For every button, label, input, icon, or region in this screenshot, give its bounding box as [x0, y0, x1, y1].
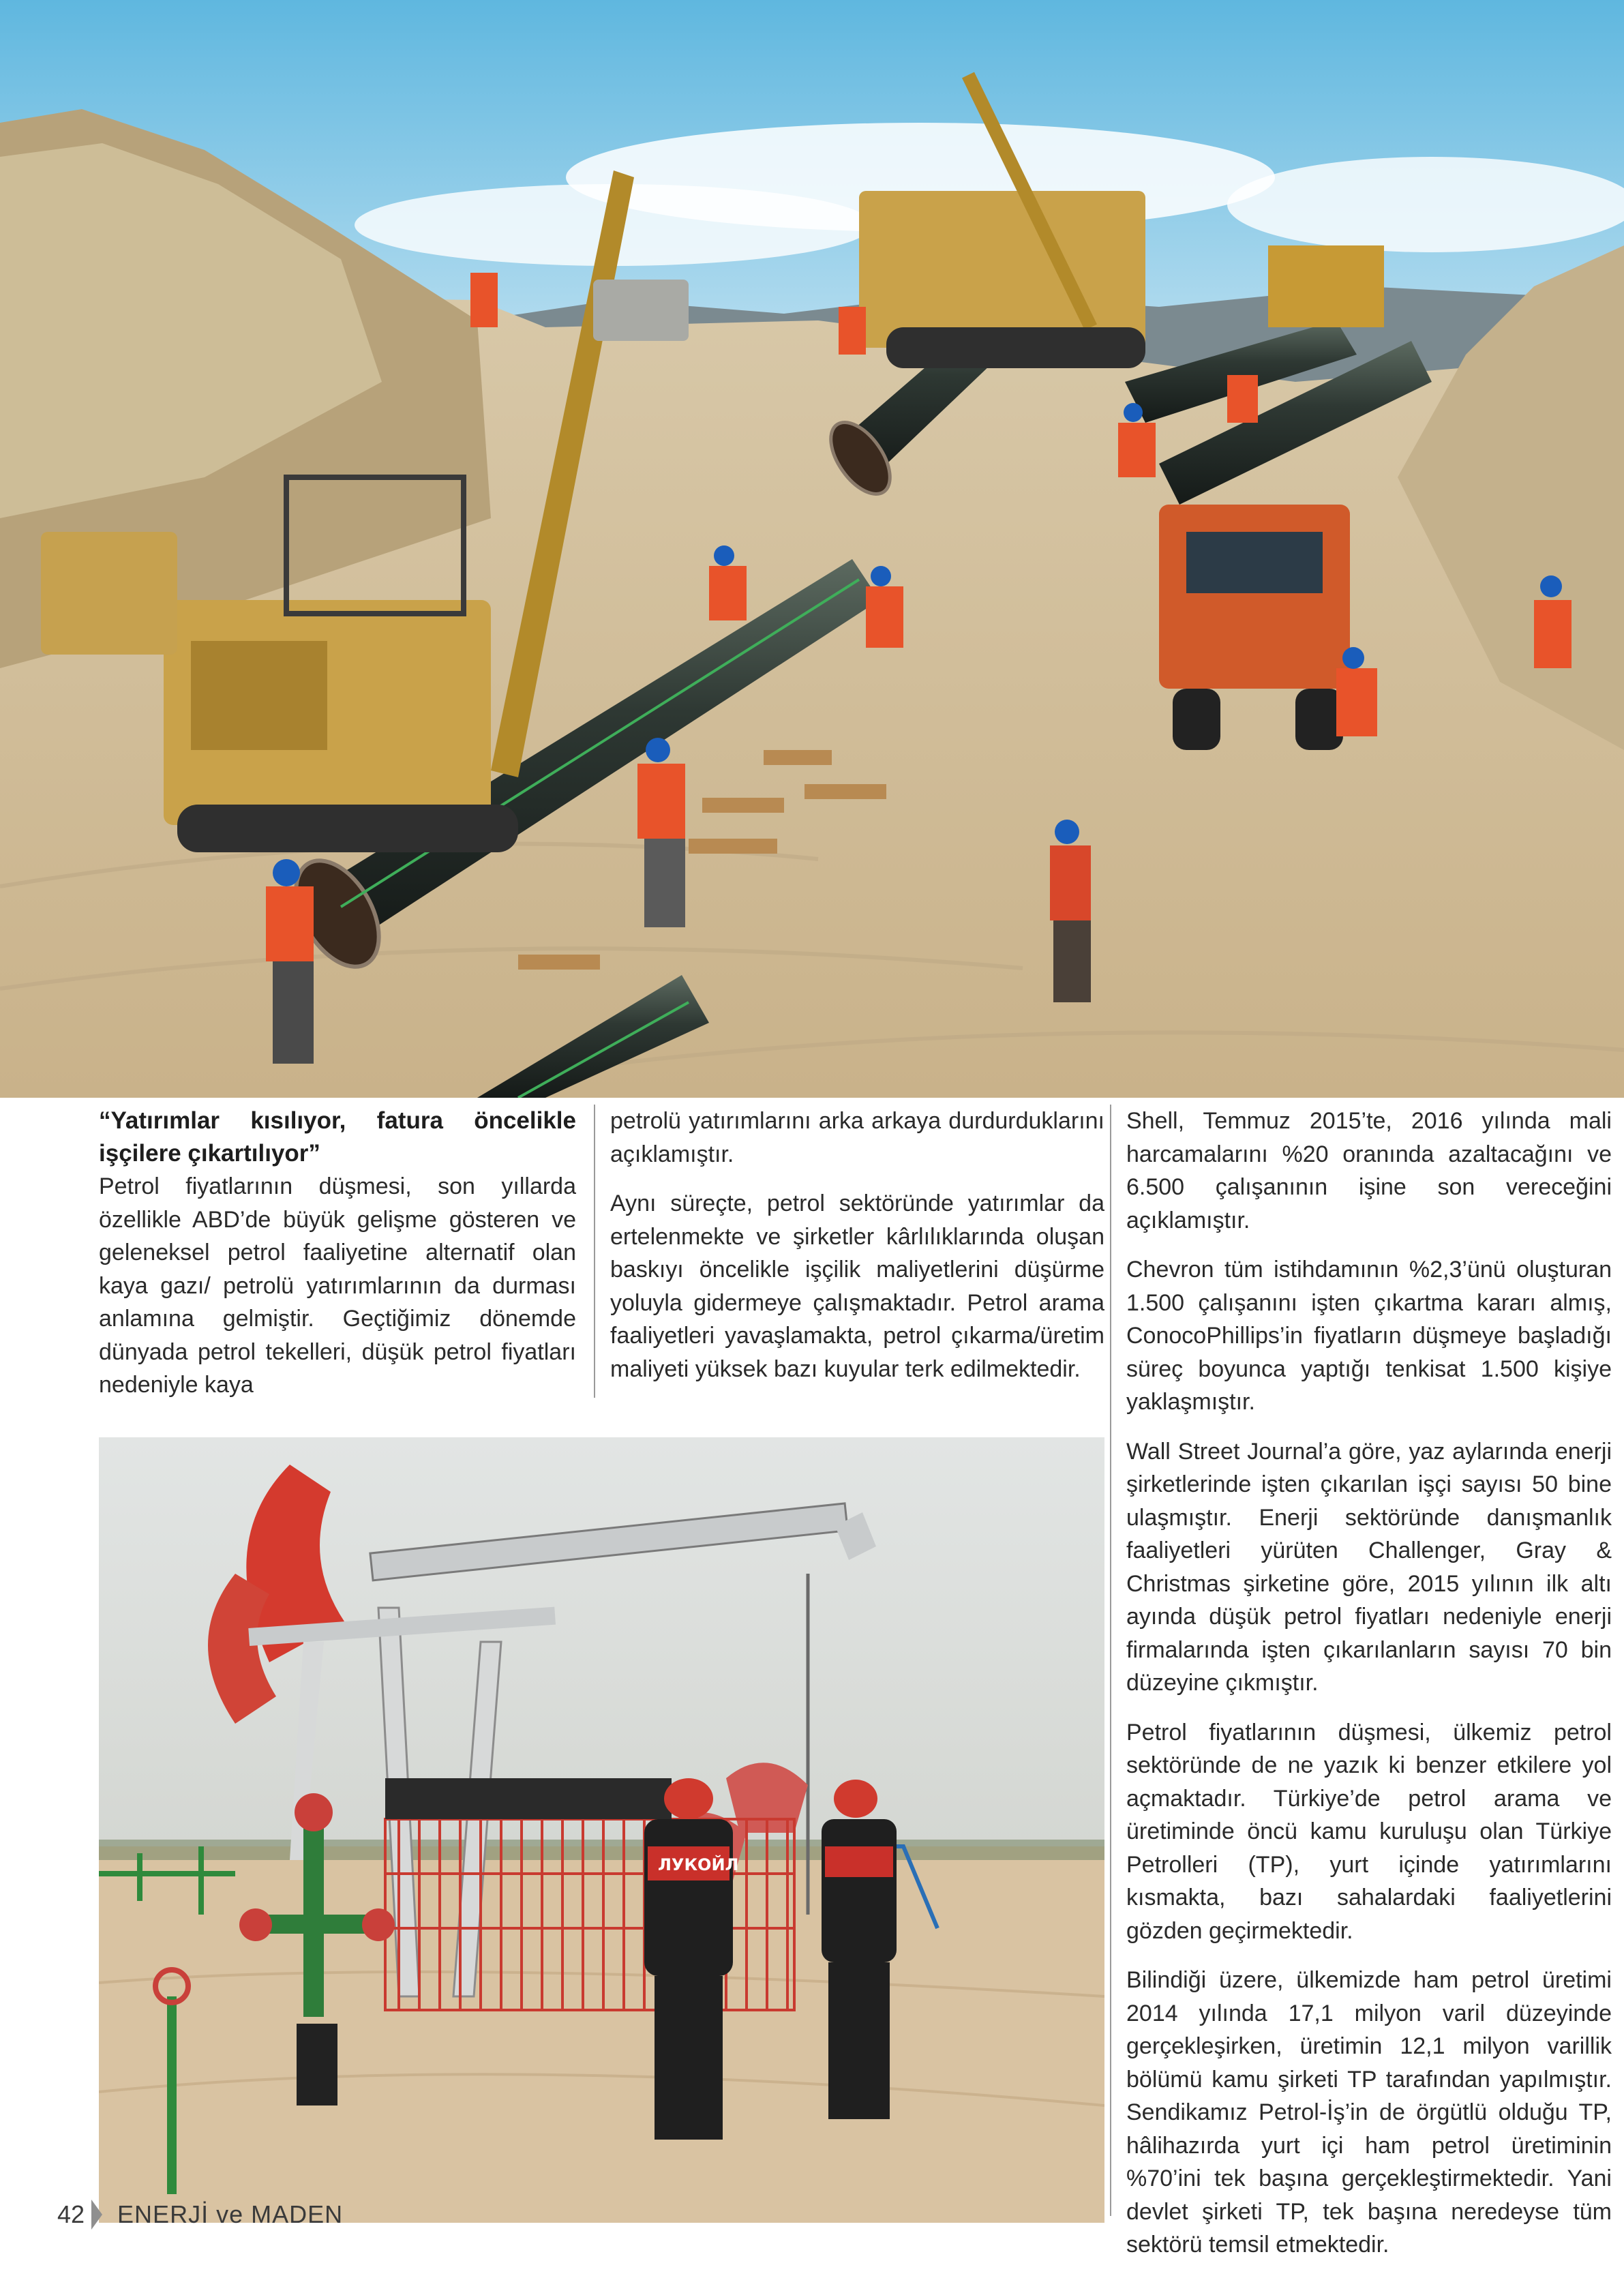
chevron-right-icon: [91, 2200, 102, 2230]
page-number: 42: [57, 2200, 85, 2228]
column-divider: [1110, 1105, 1111, 2216]
paragraph: Aynı süreçte, petrol sektöründe yatırımlar da ertelenmekte ve şirketler kârlılıklarında oluşan baskıyı öncelikle işçilik maliyetlerini düşürme yoluyla gidermeye çalışmaktadır. Petrol arama faaliyetleri yavaşlamakta, petrol çıkarma/üretim maliyeti yüksek bazı kuyular terk edilmektedir.: [610, 1190, 1104, 1382]
paragraph: Bilindiği üzere, ülkemizde ham petrol üretimi 2014 yılında 17,1 milyon varil düzeyinde gerçekleşirken, üretimin 12,1 milyon varillik bölümü kamu şirketi TP tarafından yapılmıştır. Sendikamız Petrol-İş’in de örgütlü olduğu TP, hâlihazırda yurt içi ham petrol üretiminin %70’ini tek başına gerçekleştirmektedir. Yani devlet şirketi TP, tek başına neredeyse tüm sektörü temsil etmektedir.: [1126, 1967, 1612, 2258]
paragraph: Petrol fiyatlarının düşmesi, ülkemiz petrol sektöründe de ne yazık ki benzer etkilere yol açmaktadır. Türkiye’de petrol arama ve üretiminde öncü kamu kuruluşu olan Türkiye Petrolleri (TP), yurt içinde yatırımlarını kısmakta, bazı sahalardaki faaliyetlerini gözden geçirmektedir.: [1126, 1719, 1612, 1944]
paragraph: Shell, Temmuz 2015’te, 2016 yılında mali harcamalarını %20 oranında azaltacağını ve 6.500 çalışanının işine son vereceğini açıklamıştır.: [1126, 1108, 1612, 1233]
pumpjack-illustration: [99, 1437, 1104, 2223]
article-column-2: [610, 1105, 1104, 1402]
paragraph: Wall Street Journal’a göre, yaz aylarında enerji şirketlerinde işten çıkarılan işçi sayısı 50 bine ulaşmıştır. Enerji sektöründe danışmanlık faaliyetleri yürüten Challenger, Gray & Christmas şirketine göre, 2015 yılının ilk altı ayında düşük petrol fiyatları nedeniyle enerji firmalarında işten çıkarılanların sayısı 70 bin düzeyine çıkmıştır.: [1126, 1438, 1612, 1696]
article-column-3: [1126, 1105, 1612, 2278]
paragraph: petrolü yatırımlarını arka arkaya durdurduklarını açıklamıştır.: [610, 1108, 1104, 1167]
oil-pump-jacks-photo: [99, 1437, 1104, 2223]
pipeline-construction-photo: [0, 0, 1624, 1098]
section-heading: “Yatırımlar kısılıyor, fatura öncelikle işçilere çıkartılıyor”: [99, 1107, 576, 1167]
publication-name: ENERJİ ve MADEN: [117, 2200, 344, 2228]
article-column-1: [99, 1105, 576, 1418]
page-footer: [57, 2197, 343, 2232]
jacket-logo-text: ЛУКОЙЛ: [658, 1855, 739, 1874]
pipeline-illustration: [0, 0, 1624, 1098]
paragraph: Chevron tüm istihdamının %2,3’ünü oluşturan 1.500 çalışanını işten çıkartma kararı almış, ConocoPhillips’in fiyatların düşmeye başladığı süreç boyunca yaptığı tenkisat 1.500 kişiye yaklaşmıştır.: [1126, 1257, 1612, 1415]
paragraph: Petrol fiyatlarının düşmesi, son yıllarda özellikle ABD’de büyük gelişme gösteren ve geleneksel petrol faaliyetine alternatif olan kaya gazı/ petrolü yatırımlarının da durması anlamına gelmiştir. Geçtiğimiz dönemde dünyada petrol tekelleri, düşük petrol fiyatları nedeniyle kaya: [99, 1173, 576, 1398]
column-divider: [594, 1105, 595, 1398]
